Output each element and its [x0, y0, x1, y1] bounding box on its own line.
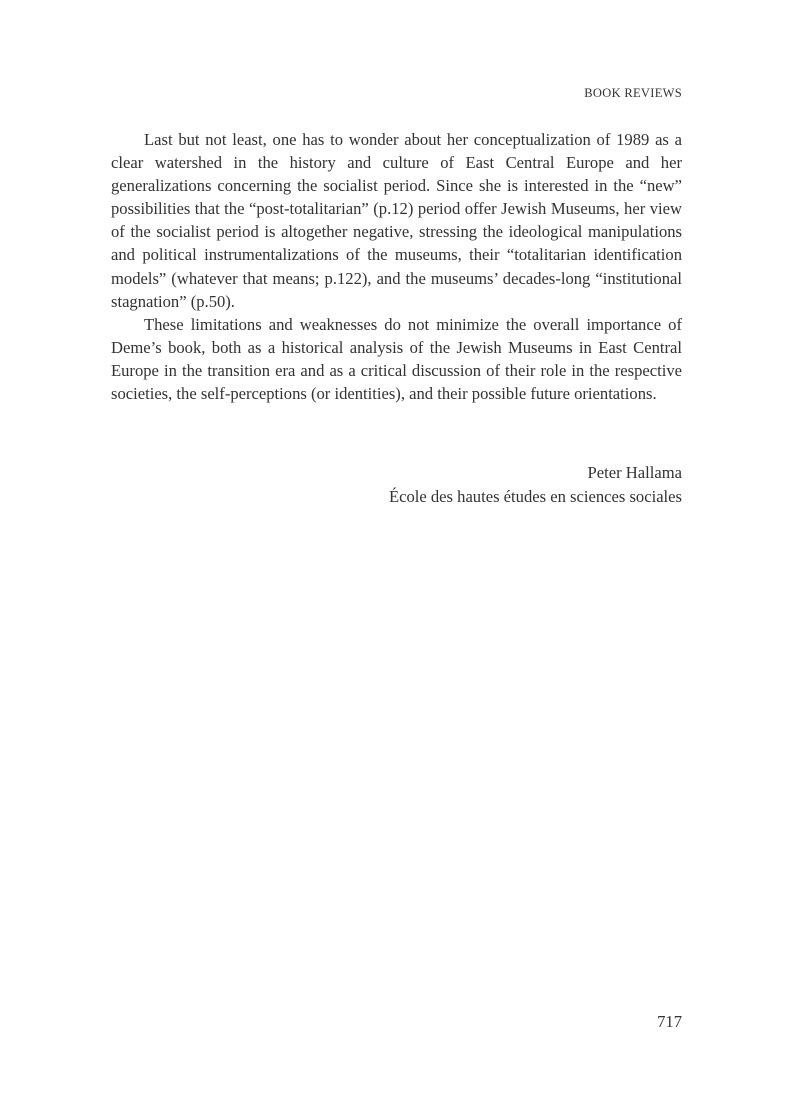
- paragraph: These limitations and weaknesses do not minimize the overall importance of Deme’s book, both as a historical analysis of the Jewish Museums in East Central Europe in the transition era and as a critical discussion of their role in the respective societies, the self-perceptions (or identities), and their possible future orientations.: [111, 314, 682, 404]
- running-head: BOOK REVIEWS: [584, 86, 682, 100]
- page-number: 717: [657, 1012, 682, 1031]
- author-name: Peter Hallama: [587, 463, 682, 482]
- review-body: [111, 128, 682, 405]
- signature-block: [389, 461, 682, 509]
- author-affiliation: École des hautes études en sciences sociales: [388, 487, 682, 506]
- paragraph: Last but not least, one has to wonder about her conceptualization of 1989 as a clear watershed in the history and culture of East Central Europe and her generalizations concerning the socialist period. Since she is interested in the “new” possibilities that the “post-totalitarian” (p.12) period offer Jewish Museums, her view of the socialist period is altogether negative, stressing the ideological manipulations and political instrumentalizations of the museums, their “totalitarian identification models” (whatever that means; p.122), and the museums’ decades-long “institutional stagnation” (p.50).: [111, 130, 682, 311]
